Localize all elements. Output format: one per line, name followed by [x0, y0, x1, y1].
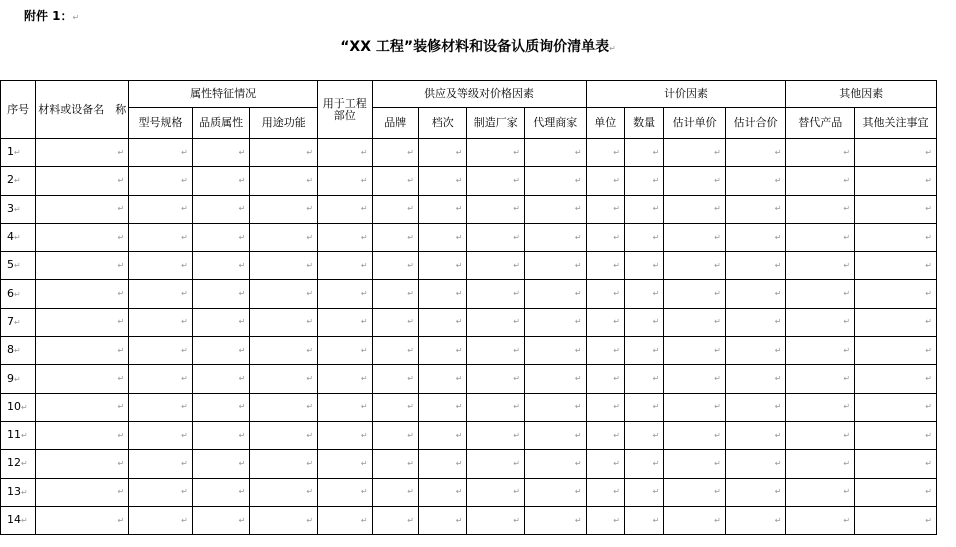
table-cell[interactable]: ↵ — [318, 308, 373, 336]
header-other-substitute: 替代产品 — [786, 108, 855, 139]
table-cell[interactable]: ↵ — [664, 506, 726, 534]
table-cell[interactable]: ↵ — [467, 450, 525, 478]
table-cell[interactable]: ↵ — [418, 252, 466, 280]
row-number: 1 — [7, 145, 14, 159]
table-cell[interactable]: ↵ — [129, 393, 193, 421]
table-cell[interactable]: ↵ — [855, 337, 937, 365]
table-cell[interactable]: ↵ — [664, 393, 726, 421]
table-cell[interactable]: ↵ — [129, 365, 193, 393]
header-material: 材料或设备名 称 — [36, 81, 129, 139]
table-cell[interactable]: ↵ — [855, 450, 937, 478]
header-price-est-unit: 估计单价 — [664, 108, 726, 139]
table-cell[interactable]: ↵ — [250, 167, 318, 195]
table-cell[interactable]: ↵ — [524, 393, 586, 421]
table-cell[interactable]: ↵ — [36, 450, 129, 478]
table-cell[interactable]: ↵ — [586, 450, 624, 478]
table-cell[interactable]: ↵ — [36, 365, 129, 393]
table-row — [1, 139, 937, 167]
table-cell[interactable]: ↵ — [192, 280, 250, 308]
table-cell[interactable]: ↵ — [36, 421, 129, 449]
table-cell[interactable]: ↵ — [664, 337, 726, 365]
table-cell[interactable]: ↵ — [372, 223, 418, 251]
header-attr-model: 型号规格 — [129, 108, 193, 139]
table-cell[interactable]: ↵ — [855, 280, 937, 308]
table-row — [1, 478, 937, 506]
table-cell[interactable]: ↵ — [129, 252, 193, 280]
table-cell[interactable]: ↵ — [524, 280, 586, 308]
row-seq-cell: 12↵ — [1, 450, 36, 478]
table-cell[interactable]: ↵ — [855, 139, 937, 167]
header-group-price: 计价因素 — [586, 81, 786, 108]
table-cell[interactable]: ↵ — [664, 478, 726, 506]
row-seq-cell: 5↵ — [1, 252, 36, 280]
table-cell[interactable]: ↵ — [586, 365, 624, 393]
table-cell[interactable]: ↵ — [624, 252, 663, 280]
header-other-notes: 其他关注事宜 — [855, 108, 937, 139]
table-cell[interactable]: ↵ — [372, 450, 418, 478]
header-group-other: 其他因素 — [786, 81, 937, 108]
table-cell[interactable]: ↵ — [372, 252, 418, 280]
table-cell[interactable]: ↵ — [129, 195, 193, 223]
table-cell[interactable]: ↵ — [467, 506, 525, 534]
table-cell[interactable]: ↵ — [524, 195, 586, 223]
table-cell[interactable]: ↵ — [624, 506, 663, 534]
table-cell[interactable]: ↵ — [129, 478, 193, 506]
table-cell[interactable]: ↵ — [250, 421, 318, 449]
table-row — [1, 450, 937, 478]
table-cell[interactable]: ↵ — [624, 195, 663, 223]
row-number: 13 — [7, 484, 21, 498]
table-cell[interactable]: ↵ — [664, 139, 726, 167]
table-cell[interactable]: ↵ — [467, 280, 525, 308]
row-seq-cell: 3↵ — [1, 195, 36, 223]
table-cell[interactable]: ↵ — [372, 280, 418, 308]
table-cell[interactable]: ↵ — [467, 167, 525, 195]
table-cell[interactable]: ↵ — [318, 280, 373, 308]
table-cell[interactable]: ↵ — [467, 337, 525, 365]
table-cell[interactable]: ↵ — [725, 506, 786, 534]
table-cell[interactable]: ↵ — [664, 195, 726, 223]
table-cell[interactable]: ↵ — [372, 195, 418, 223]
row-seq-cell: 7↵ — [1, 308, 36, 336]
table-cell[interactable]: ↵ — [250, 223, 318, 251]
table-cell[interactable]: ↵ — [524, 421, 586, 449]
row-seq-cell: 13↵ — [1, 478, 36, 506]
table-cell[interactable]: ↵ — [36, 139, 129, 167]
table-cell[interactable]: ↵ — [418, 195, 466, 223]
table-cell[interactable]: ↵ — [250, 252, 318, 280]
table-cell[interactable]: ↵ — [725, 167, 786, 195]
table-cell[interactable]: ↵ — [192, 337, 250, 365]
table-cell[interactable]: ↵ — [624, 393, 663, 421]
table-cell[interactable]: ↵ — [855, 252, 937, 280]
table-cell[interactable]: ↵ — [524, 337, 586, 365]
table-row — [1, 393, 937, 421]
table-cell[interactable]: ↵ — [418, 365, 466, 393]
table-cell[interactable]: ↵ — [418, 337, 466, 365]
table-cell[interactable]: ↵ — [855, 393, 937, 421]
table-cell[interactable]: ↵ — [586, 167, 624, 195]
table-cell[interactable]: ↵ — [467, 421, 525, 449]
row-seq-cell: 4↵ — [1, 223, 36, 251]
header-supply-agent: 代理商家 — [524, 108, 586, 139]
table-cell[interactable]: ↵ — [624, 337, 663, 365]
row-seq-cell: 9↵ — [1, 365, 36, 393]
table-cell[interactable]: ↵ — [36, 252, 129, 280]
table-cell[interactable]: ↵ — [318, 223, 373, 251]
table-cell[interactable]: ↵ — [855, 421, 937, 449]
table-cell[interactable]: ↵ — [586, 252, 624, 280]
table-cell[interactable]: ↵ — [192, 421, 250, 449]
table-cell[interactable]: ↵ — [624, 223, 663, 251]
annex-label: 附件 1：↵ — [24, 9, 80, 23]
table-cell[interactable]: ↵ — [855, 365, 937, 393]
row-number: 4 — [7, 230, 14, 244]
table-cell[interactable]: ↵ — [36, 478, 129, 506]
row-seq-cell: 14↵ — [1, 506, 36, 534]
table-cell[interactable]: ↵ — [192, 223, 250, 251]
header-price-qty: 数量 — [624, 108, 663, 139]
table-row — [1, 421, 937, 449]
row-number: 2 — [7, 173, 14, 187]
table-cell[interactable]: ↵ — [372, 139, 418, 167]
table-cell[interactable]: ↵ — [786, 252, 855, 280]
table-cell[interactable]: ↵ — [664, 167, 726, 195]
row-number: 5 — [7, 258, 14, 272]
table-cell[interactable]: ↵ — [418, 308, 466, 336]
table-cell[interactable]: ↵ — [664, 280, 726, 308]
table-cell[interactable]: ↵ — [586, 421, 624, 449]
table-cell[interactable]: ↵ — [586, 393, 624, 421]
table-cell[interactable]: ↵ — [624, 421, 663, 449]
table-cell[interactable]: ↵ — [318, 450, 373, 478]
table-cell[interactable]: ↵ — [250, 139, 318, 167]
table-cell[interactable]: ↵ — [855, 506, 937, 534]
table-cell[interactable]: ↵ — [786, 308, 855, 336]
table-cell[interactable]: ↵ — [418, 450, 466, 478]
table-row — [1, 223, 937, 251]
table-cell[interactable]: ↵ — [36, 308, 129, 336]
row-seq-cell: 10↵ — [1, 393, 36, 421]
table-cell[interactable]: ↵ — [372, 167, 418, 195]
table-cell[interactable]: ↵ — [129, 421, 193, 449]
table-cell[interactable]: ↵ — [250, 365, 318, 393]
table-row — [1, 280, 937, 308]
table-cell[interactable]: ↵ — [725, 195, 786, 223]
table-cell[interactable]: ↵ — [192, 167, 250, 195]
table-cell[interactable]: ↵ — [725, 280, 786, 308]
table-cell[interactable]: ↵ — [36, 195, 129, 223]
table-cell[interactable]: ↵ — [524, 252, 586, 280]
table-cell[interactable]: ↵ — [524, 450, 586, 478]
header-attr-usage: 用途功能 — [250, 108, 318, 139]
header-price-unit: 单位 — [586, 108, 624, 139]
table-cell[interactable]: ↵ — [524, 139, 586, 167]
table-cell[interactable]: ↵ — [36, 280, 129, 308]
table-cell[interactable]: ↵ — [586, 478, 624, 506]
row-seq-cell: 1↵ — [1, 139, 36, 167]
table-cell[interactable]: ↵ — [129, 139, 193, 167]
table-cell[interactable]: ↵ — [192, 393, 250, 421]
table-row — [1, 337, 937, 365]
table-cell[interactable]: ↵ — [372, 308, 418, 336]
header-supply-grade: 档次 — [418, 108, 466, 139]
table-cell[interactable]: ↵ — [664, 365, 726, 393]
table-cell[interactable]: ↵ — [36, 393, 129, 421]
table-cell[interactable]: ↵ — [250, 308, 318, 336]
table-cell[interactable]: ↵ — [129, 280, 193, 308]
table-cell[interactable]: ↵ — [725, 365, 786, 393]
table-cell[interactable]: ↵ — [318, 506, 373, 534]
row-seq-cell: 6↵ — [1, 280, 36, 308]
table-cell[interactable]: ↵ — [418, 478, 466, 506]
row-number: 14 — [7, 513, 21, 526]
inquiry-table — [0, 80, 937, 535]
table-cell[interactable]: ↵ — [725, 450, 786, 478]
table-cell[interactable]: ↵ — [855, 478, 937, 506]
table-cell[interactable]: ↵ — [250, 478, 318, 506]
table-cell[interactable]: ↵ — [418, 280, 466, 308]
table-cell[interactable]: ↵ — [192, 450, 250, 478]
table-cell[interactable]: ↵ — [129, 337, 193, 365]
table-cell[interactable]: ↵ — [786, 280, 855, 308]
table-cell[interactable]: ↵ — [192, 478, 250, 506]
table-cell[interactable]: ↵ — [786, 365, 855, 393]
table-cell[interactable]: ↵ — [250, 337, 318, 365]
table-cell[interactable]: ↵ — [129, 167, 193, 195]
table-cell[interactable]: ↵ — [192, 506, 250, 534]
table-cell[interactable]: ↵ — [372, 337, 418, 365]
table-cell[interactable]: ↵ — [418, 506, 466, 534]
table-cell[interactable]: ↵ — [467, 223, 525, 251]
row-seq-cell: 11↵ — [1, 421, 36, 449]
table-cell[interactable]: ↵ — [524, 308, 586, 336]
header-supply-maker: 制造厂家 — [467, 108, 525, 139]
table-cell[interactable]: ↵ — [250, 506, 318, 534]
table-cell[interactable]: ↵ — [467, 365, 525, 393]
table-cell[interactable]: ↵ — [786, 506, 855, 534]
table-cell[interactable]: ↵ — [36, 506, 129, 534]
row-seq-cell: 2↵ — [1, 167, 36, 195]
table-cell[interactable]: ↵ — [786, 139, 855, 167]
table-cell[interactable]: ↵ — [129, 223, 193, 251]
table-cell[interactable]: ↵ — [725, 308, 786, 336]
table-cell[interactable]: ↵ — [725, 139, 786, 167]
table-cell[interactable]: ↵ — [192, 252, 250, 280]
row-number: 9 — [7, 371, 14, 385]
table-cell[interactable]: ↵ — [586, 506, 624, 534]
table-cell[interactable]: ↵ — [524, 365, 586, 393]
table-cell[interactable]: ↵ — [467, 393, 525, 421]
table-cell[interactable]: ↵ — [418, 167, 466, 195]
table-row — [1, 167, 937, 195]
table-cell[interactable]: ↵ — [467, 195, 525, 223]
header-group-supply: 供应及等级对价格因素 — [372, 81, 586, 108]
table-cell[interactable]: ↵ — [129, 506, 193, 534]
table-cell[interactable]: ↵ — [786, 478, 855, 506]
table-cell[interactable]: ↵ — [318, 195, 373, 223]
table-cell[interactable]: ↵ — [372, 365, 418, 393]
table-cell[interactable]: ↵ — [624, 365, 663, 393]
table-cell[interactable]: ↵ — [36, 167, 129, 195]
table-cell[interactable]: ↵ — [418, 393, 466, 421]
row-seq-cell: 8↵ — [1, 337, 36, 365]
row-number: 6 — [7, 286, 14, 300]
table-cell[interactable]: ↵ — [725, 252, 786, 280]
table-cell[interactable]: ↵ — [372, 506, 418, 534]
table-cell[interactable]: ↵ — [786, 167, 855, 195]
table-cell[interactable]: ↵ — [786, 421, 855, 449]
table-cell[interactable]: ↵ — [786, 337, 855, 365]
table-cell[interactable]: ↵ — [786, 223, 855, 251]
table-cell[interactable]: ↵ — [725, 393, 786, 421]
table-row — [1, 365, 937, 393]
header-location: 用于工程部位 — [318, 81, 373, 139]
table-cell[interactable]: ↵ — [664, 421, 726, 449]
table-cell[interactable]: ↵ — [318, 478, 373, 506]
table-cell[interactable]: ↵ — [372, 393, 418, 421]
table-cell[interactable]: ↵ — [664, 308, 726, 336]
table-cell[interactable]: ↵ — [250, 450, 318, 478]
table-cell[interactable]: ↵ — [624, 139, 663, 167]
table-cell[interactable]: ↵ — [418, 223, 466, 251]
table-cell[interactable]: ↵ — [250, 393, 318, 421]
table-cell[interactable]: ↵ — [855, 167, 937, 195]
table-cell[interactable]: ↵ — [467, 308, 525, 336]
table-cell[interactable]: ↵ — [318, 167, 373, 195]
table-cell[interactable]: ↵ — [318, 139, 373, 167]
row-number: 11 — [7, 428, 21, 442]
table-cell[interactable]: ↵ — [36, 337, 129, 365]
header-attr-quality: 品质属性 — [192, 108, 250, 139]
table-row — [1, 252, 937, 280]
table-cell[interactable]: ↵ — [586, 280, 624, 308]
table-cell[interactable]: ↵ — [318, 337, 373, 365]
table-cell[interactable]: ↵ — [624, 167, 663, 195]
table-cell[interactable]: ↵ — [725, 421, 786, 449]
table-cell[interactable]: ↵ — [250, 195, 318, 223]
table-cell[interactable]: ↵ — [129, 308, 193, 336]
table-cell[interactable]: ↵ — [725, 223, 786, 251]
table-cell[interactable]: ↵ — [786, 195, 855, 223]
table-cell[interactable]: ↵ — [586, 139, 624, 167]
table-cell[interactable]: ↵ — [586, 223, 624, 251]
table-cell[interactable]: ↵ — [664, 450, 726, 478]
table-cell[interactable]: ↵ — [624, 450, 663, 478]
table-cell[interactable]: ↵ — [467, 252, 525, 280]
table-cell[interactable]: ↵ — [624, 280, 663, 308]
header-supply-brand: 品牌 — [372, 108, 418, 139]
table-cell[interactable]: ↵ — [250, 280, 318, 308]
header-seq: 序号 — [1, 81, 36, 139]
table-cell[interactable]: ↵ — [129, 450, 193, 478]
row-number: 12 — [7, 456, 21, 470]
table-cell[interactable]: ↵ — [586, 308, 624, 336]
table-cell[interactable]: ↵ — [467, 478, 525, 506]
table-row — [1, 506, 937, 534]
table-cell[interactable]: ↵ — [418, 421, 466, 449]
table-cell[interactable]: ↵ — [36, 223, 129, 251]
table-cell[interactable]: ↵ — [586, 337, 624, 365]
table-cell[interactable]: ↵ — [318, 393, 373, 421]
table-cell[interactable]: ↵ — [524, 478, 586, 506]
table-cell[interactable]: ↵ — [786, 393, 855, 421]
table-cell[interactable]: ↵ — [372, 478, 418, 506]
table-row — [1, 195, 937, 223]
table-cell[interactable]: ↵ — [372, 421, 418, 449]
header-price-est-total: 估计合价 — [725, 108, 786, 139]
table-cell[interactable]: ↵ — [192, 308, 250, 336]
table-cell[interactable]: ↵ — [467, 139, 525, 167]
row-number: 10 — [7, 399, 21, 413]
row-number: 7 — [7, 314, 14, 328]
table-cell[interactable]: ↵ — [586, 195, 624, 223]
row-number: 3 — [7, 201, 14, 215]
table-cell[interactable]: ↵ — [192, 139, 250, 167]
table-cell[interactable]: ↵ — [524, 167, 586, 195]
table-cell[interactable]: ↵ — [318, 365, 373, 393]
table-cell[interactable]: ↵ — [524, 506, 586, 534]
header-group-attr: 属性特征情况 — [129, 81, 318, 108]
table-cell[interactable]: ↵ — [855, 223, 937, 251]
table-cell[interactable]: ↵ — [624, 308, 663, 336]
table-cell[interactable]: ↵ — [524, 223, 586, 251]
table-cell[interactable]: ↵ — [664, 252, 726, 280]
table-cell[interactable]: ↵ — [855, 195, 937, 223]
table-cell[interactable]: ↵ — [624, 478, 663, 506]
table-row — [1, 308, 937, 336]
table-cell[interactable]: ↵ — [725, 478, 786, 506]
table-cell[interactable]: ↵ — [318, 421, 373, 449]
table-cell[interactable]: ↵ — [664, 223, 726, 251]
table-cell[interactable]: ↵ — [192, 365, 250, 393]
table-cell[interactable]: ↵ — [786, 450, 855, 478]
row-number: 8 — [7, 343, 14, 357]
table-cell[interactable]: ↵ — [418, 139, 466, 167]
table-cell[interactable]: ↵ — [192, 195, 250, 223]
table-cell[interactable]: ↵ — [855, 308, 937, 336]
document-title: “XX 工程”装修材料和设备认质询价清单表↵ — [340, 39, 616, 55]
table-cell[interactable]: ↵ — [725, 337, 786, 365]
table-cell[interactable]: ↵ — [318, 252, 373, 280]
